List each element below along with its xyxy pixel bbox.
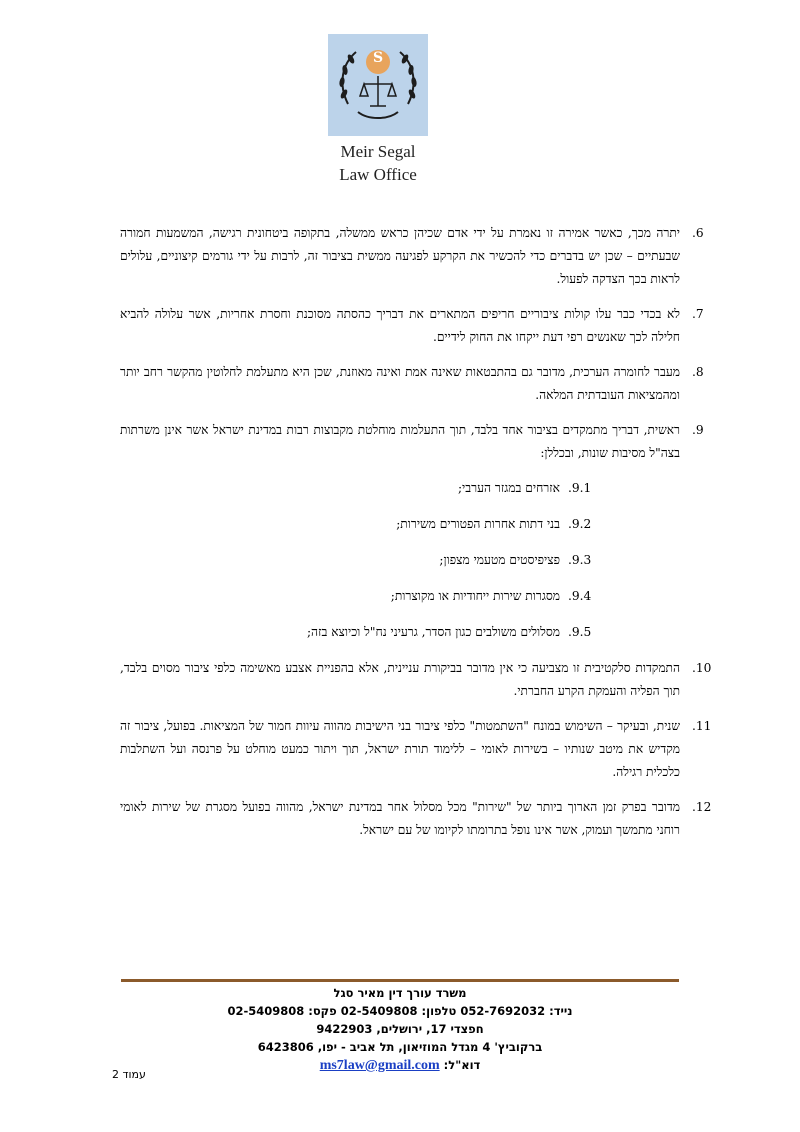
subitem-text: מסגרות שירות ייחודיות או מקוצרות; — [390, 589, 560, 603]
subitem-number: .9.1 — [568, 481, 592, 495]
paragraph-text: מעבר לחומרה הערכית, מדובר גם בהתבטאות שאינה אמת ואינה מאוזנת, שכן היא מתעלמת לחלוטין מהקשר רחב יותר ומהמציאות העובדתית המלאה. — [120, 365, 680, 402]
paragraph-text: שנית, ובעיקר – השימוש במונח "השתמטות" כלפי ציבור בני הישיבות מהווה עיוות חמור של המציאות. בפועל, ציבור זה מקדיש את מיטב שנותיו – בשירות לאומי – ללימוד תורת ישראל, תוך ויתור כמעט מוחלט על פרנסה ועל השתלבות כלכלית רגילה. — [120, 719, 680, 779]
paragraph-11 — [120, 715, 712, 784]
paragraph-7 — [120, 303, 704, 349]
paragraph-text: התמקדות סלקטיבית זו מצביעה כי אין מדובר בביקורת עניינית, אלא בהפניית אצבע מאשימה כלפי ציבור מסוים בלבד, תוך הפליה והעמקת הקרע החברתי. — [120, 661, 680, 698]
subitem-number: .9.4 — [568, 589, 592, 603]
paragraph-text: יתרה מכך, כאשר אמירה זו נאמרת על ידי אדם שכיהן כראש ממשלה, בתקופה ביטחונית רגישה, המשמעות חמורה שבעתיים – שכן יש בדברים כדי להכשיר את הקרקע לפגיעה ממשית בציבור זה, לרבות על ידי גורמים קיצוניים, עלולים לראות בכך הצדקה לפעול. — [120, 226, 680, 286]
paragraph-text: מדובר בפרק זמן הארוך ביותר של "שירות" מכל מסלול אחר במדינת ישראל, מהווה בפועל מסגרת של שירות לאומי רוחני מתמשך ועמוק, אשר אינו נופל בתרומתו לקיומו של עם ישראל. — [120, 800, 680, 837]
subitem-text: פציפיסטים מטעמי מצפון; — [439, 553, 560, 567]
paragraph-number: .11 — [692, 719, 712, 733]
paragraph-text: לא בכדי כבר עלו קולות ציבוריים חריפים המתארים את דבריך כהסתה מסוכנת וחסרת אחריות, אשר עלולה להביא חלילה לכך שאנשים רפי דעת ייקחו את החוק לידיים. — [120, 307, 680, 344]
firm-name-line2: Law Office — [339, 165, 417, 184]
footer-jerusalem-address: חפצדי 17, ירושלים, 9422903 — [316, 1022, 484, 1036]
law-office-logo — [328, 34, 428, 136]
paragraph-number: .7 — [692, 307, 704, 321]
subitem-text: מסלולים משולבים כגון הסדר, גרעיני נח"ל וכיוצא בזה; — [306, 625, 560, 639]
paragraph-12 — [120, 796, 712, 842]
paragraph-number: .6 — [692, 226, 704, 240]
subitem-text: אזרחים במגזר הערבי; — [457, 481, 560, 495]
logo-letter: S — [372, 50, 384, 66]
footer-email-row — [170, 1056, 630, 1075]
subitem-text: בני דתות אחרות הפטורים משירות; — [396, 517, 560, 531]
paragraph-number: .9 — [692, 423, 704, 437]
paragraph-number: .12 — [692, 800, 712, 814]
footer-contact — [170, 984, 630, 1075]
paragraph-10 — [120, 657, 712, 703]
subitem-9-2 — [120, 513, 592, 536]
paragraph-text: ראשית, דבריך מתמקדים בציבור אחד בלבד, תוך התעלמות מוחלטת מקבוצות רבות במדינת ישראל אשר אינן משרתות בצה"ל מסיבות שונות, ובכללן: — [120, 423, 680, 460]
firm-name — [270, 140, 486, 186]
footer-divider — [121, 979, 679, 982]
subitem-number: .9.3 — [568, 553, 592, 567]
subitem-number: .9.2 — [568, 517, 592, 531]
paragraph-6 — [120, 222, 704, 291]
page-number: עמוד 2 — [112, 1068, 146, 1081]
footer-firm-name: משרד עורך דין מאיר סגל — [333, 986, 467, 1000]
subitem-9-4 — [120, 585, 592, 608]
footer-phones: נייד: 052-7692032 טלפון: 02-5409808 פקס: 02-5409808 — [227, 1004, 573, 1018]
paragraph-number: .10 — [692, 661, 712, 675]
subitem-9-1 — [120, 477, 592, 500]
paragraph-number: .8 — [692, 365, 704, 379]
email-label: דוא"ל: — [443, 1058, 481, 1072]
subitem-number: .9.5 — [568, 625, 592, 639]
subitem-9-5 — [120, 621, 592, 644]
paragraph-9 — [120, 419, 704, 465]
firm-name-line1: Meir Segal — [340, 142, 416, 161]
email-link[interactable]: ms7law@gmail.com — [319, 1058, 440, 1073]
footer-telaviv-address: ברקוביץ' 4 מגדל המוזיאון, תל אביב - יפו, 6423806 — [257, 1040, 543, 1054]
subitem-9-3 — [120, 549, 592, 572]
paragraph-8 — [120, 361, 704, 407]
